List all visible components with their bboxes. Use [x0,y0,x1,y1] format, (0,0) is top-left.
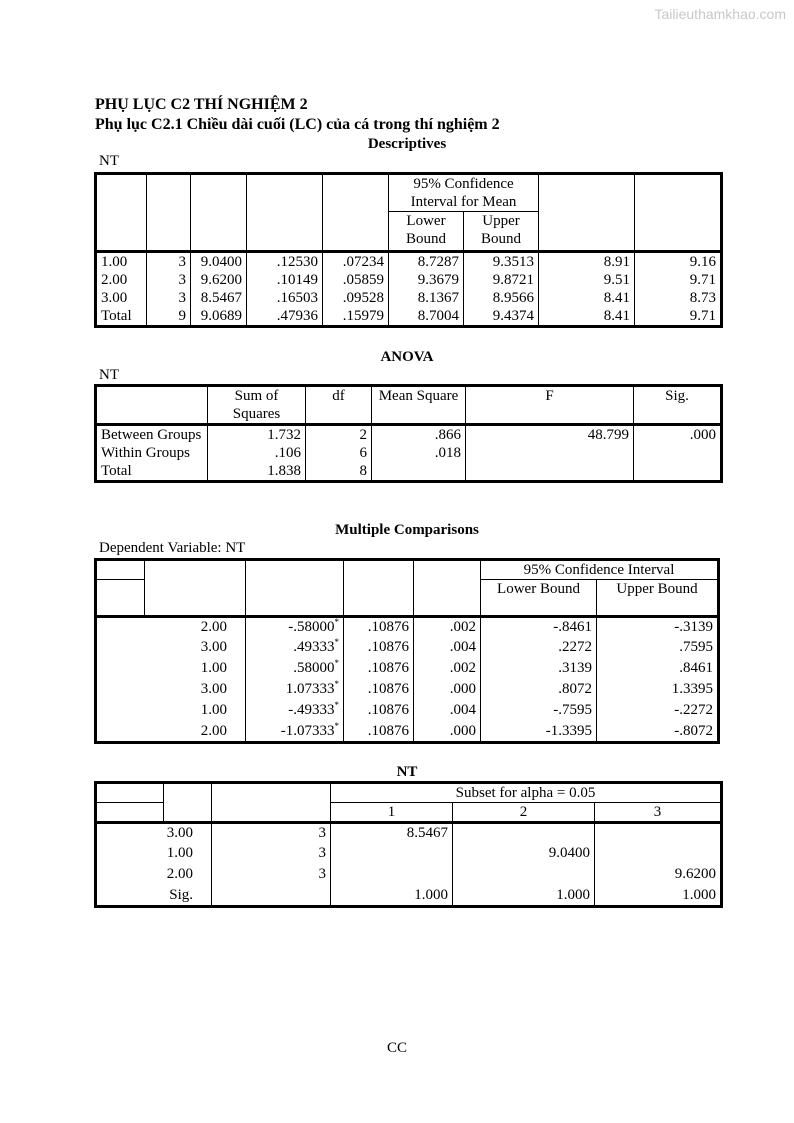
subset-3-header: 3 [595,803,722,823]
hs-cell [96,886,164,907]
descriptives-cell: 1.00 [96,252,147,272]
mc-cell: .10876 [344,680,414,701]
descriptives-header-cell [191,174,247,252]
mc-cell: .10876 [344,638,414,659]
mc-cell: .002 [414,659,481,680]
hs-cell: 1.000 [331,886,453,907]
descriptives-cell: .10149 [247,271,323,289]
mc-cell: .7595 [597,638,719,659]
descriptives-cell: 8.1367 [389,289,464,307]
hs-cell [595,823,722,844]
descriptives-cell: 8.7287 [389,252,464,272]
descriptives-cell: 8.91 [539,252,635,272]
hs-cell [595,844,722,865]
descriptives-header-cell [96,174,147,252]
anova-cell: .106 [208,444,306,462]
descriptives-cell: .09528 [323,289,389,307]
mc-mean-difference [246,617,344,638]
mc-cell: .8072 [481,680,597,701]
mc-value: 1.07333 [285,680,335,697]
descriptives-cell: 3.00 [96,289,147,307]
mc-comparison-group: 1.00 [145,659,246,680]
mc-value: .49333 [293,638,335,655]
homogeneous-subsets-title: NT [396,764,418,780]
anova-header-df: df [306,386,372,425]
hs-group-cell [164,823,212,844]
mc-comparison-group: 2.00 [145,617,246,638]
subset-1-header: 1 [331,803,453,823]
descriptives-cell: 2.00 [96,271,147,289]
anova-cell: .000 [634,425,722,445]
descriptives-cell: 9.71 [635,307,722,327]
mc-value: -.58000 [288,619,335,635]
subset-for-alpha-header: Subset for alpha = 0.05 [331,783,722,803]
anova-header-mean-square: Mean Square [372,386,466,425]
mc-cell: .004 [414,638,481,659]
anova-cell [372,462,466,482]
descriptives-cell: 9.71 [635,271,722,289]
descriptives-cell: 9 [147,307,191,327]
anova-cell: 1.838 [208,462,306,482]
mc-value: -1.07333 [280,722,335,739]
hs-cell: 3 [212,823,331,844]
mc-comparison-group: 3.00 [145,638,246,659]
descriptives-cell: .07234 [323,252,389,272]
hs-cell [96,844,164,865]
mc-cell: -.8072 [597,722,719,743]
mc-mean-difference [246,638,344,659]
multiple-comparisons-title: Multiple Comparisons [335,522,479,538]
anova-cell [634,444,722,462]
descriptives-cell: .12530 [247,252,323,272]
descriptives-cell: 9.4374 [464,307,539,327]
hs-cell: 3 [212,865,331,886]
descriptives-header-cell [147,174,191,252]
hs-header-cell [164,783,212,823]
mc-cell: 1.3395 [597,680,719,701]
mc-cell: -.7595 [481,701,597,722]
watermark: Tailieuthamkhao.com [654,6,786,22]
hs-cell: 9.6200 [595,865,722,886]
anova-header-cell [96,386,208,425]
anova-header-sum-of-squares: Sum of Squares [208,386,306,425]
anova-cell: 1.732 [208,425,306,445]
page-footer: CC [386,1040,407,1056]
descriptives-cell: 9.8721 [464,271,539,289]
mc-cell: .8461 [597,659,719,680]
descriptives-cell: 8.5467 [191,289,247,307]
anova-row-label: Between Groups [96,425,208,445]
hs-group-label: 2.00 [166,865,193,882]
appendix-subheading: Phụ lục C2.1 Chiều dài cuối (LC) của cá trong thí nghiệm 2 [95,116,500,133]
descriptives-cell: 9.6200 [191,271,247,289]
anova-header-f: F [466,386,634,425]
descriptives-cell: 9.3679 [389,271,464,289]
descriptives-cell: Total [96,307,147,327]
descriptives-cell: 3 [147,271,191,289]
significance-star: * [334,679,339,689]
anova-cell: .018 [372,444,466,462]
hs-header-cell [212,783,331,823]
significance-star: * [334,617,339,627]
hs-group-label: 1.00 [166,844,193,861]
upper-bound-header: Upper Bound [464,212,539,252]
anova-var-label: NT [99,367,119,383]
hs-cell: 3 [212,844,331,865]
hs-group-cell [164,886,212,907]
significance-star: * [334,721,339,731]
appendix-heading: PHỤ LỤC C2 THÍ NGHIỆM 2 [95,96,308,113]
descriptives-header-cell [323,174,389,252]
descriptives-cell: 9.0400 [191,252,247,272]
descriptives-cell: .05859 [323,271,389,289]
mc-cell: .004 [414,701,481,722]
anova-table [94,384,723,483]
hs-header-cell [96,783,164,803]
mc-cell: .3139 [481,659,597,680]
anova-cell: .866 [372,425,466,445]
hs-cell [96,823,164,844]
descriptives-cell: 8.41 [539,289,635,307]
ci-for-mean-header: 95% Confidence Interval for Mean [389,174,539,212]
hs-group-label: 3.00 [166,825,193,841]
hs-cell: 1.000 [453,886,595,907]
homogeneous-subsets-table [94,781,723,908]
mc-header-cell [96,580,145,617]
hs-group-cell [164,844,212,865]
anova-cell [634,462,722,482]
hs-cell [96,865,164,886]
descriptives-cell: .47936 [247,307,323,327]
descriptives-cell: 8.7004 [389,307,464,327]
mc-mean-difference [246,701,344,722]
mc-cell: .000 [414,722,481,743]
mc-cell: .002 [414,617,481,638]
anova-row-label: Within Groups [96,444,208,462]
hs-group-cell [164,865,212,886]
mc-cell [96,722,145,743]
mc-comparison-group: 3.00 [145,680,246,701]
hs-cell [453,865,595,886]
descriptives-cell: 9.0689 [191,307,247,327]
mc-cell: .2272 [481,638,597,659]
descriptives-cell: 3 [147,252,191,272]
mc-header-cell [96,560,145,580]
mc-header-cell [344,560,414,617]
descriptives-cell: .16503 [247,289,323,307]
descriptives-cell: 3 [147,289,191,307]
subset-2-header: 2 [453,803,595,823]
descriptives-cell: .15979 [323,307,389,327]
anova-cell: 8 [306,462,372,482]
descriptives-title: Descriptives [367,136,447,152]
descriptives-cell: 9.51 [539,271,635,289]
mc-header-cell [246,560,344,617]
dependent-variable-label: Dependent Variable: NT [99,540,246,556]
mc-mean-difference [246,680,344,701]
significance-star: * [334,658,339,668]
hs-cell [331,865,453,886]
anova-cell [466,444,634,462]
anova-cell: 6 [306,444,372,462]
mc-value: .58000 [293,659,335,676]
anova-title: ANOVA [380,349,434,365]
mc-cell: -1.3395 [481,722,597,743]
hs-cell [453,823,595,844]
hs-cell: 1.000 [595,886,722,907]
mc-cell [96,617,145,638]
significance-star: * [334,700,339,710]
hs-cell [212,886,331,907]
mc-comparison-group: 1.00 [145,701,246,722]
hs-cell: 9.0400 [453,844,595,865]
anova-header-sig: Sig. [634,386,722,425]
mc-cell [96,659,145,680]
descriptives-cell: 9.3513 [464,252,539,272]
mc-cell: .10876 [344,617,414,638]
descriptives-cell: 8.9566 [464,289,539,307]
descriptives-header-cell [539,174,635,252]
descriptives-table [94,172,723,328]
mc-mean-difference [246,659,344,680]
anova-cell: 2 [306,425,372,445]
mc-cell: .10876 [344,659,414,680]
mc-value: -.49333 [288,701,335,718]
mc-header-cell [414,560,481,617]
mc-comparison-group: 2.00 [145,722,246,743]
mc-cell [96,638,145,659]
mc-mean-difference [246,722,344,743]
multiple-comparisons-table [94,558,720,744]
mc-header-cell [145,560,246,617]
mc-cell: -.3139 [597,617,719,638]
mc-upper-bound-header: Upper Bound [597,580,719,617]
lower-bound-header: Lower Bound [389,212,464,252]
anova-cell [466,462,634,482]
descriptives-cell: 8.73 [635,289,722,307]
anova-cell: 48.799 [466,425,634,445]
mc-cell: -.8461 [481,617,597,638]
descriptives-var-label: NT [99,153,119,169]
mc-cell: .000 [414,680,481,701]
descriptives-cell: 8.41 [539,307,635,327]
anova-row-label: Total [96,462,208,482]
mc-lower-bound-header: Lower Bound [481,580,597,617]
hs-cell: 8.5467 [331,823,453,844]
mc-cell: .10876 [344,701,414,722]
hs-sig-label: Sig. [169,886,193,903]
descriptives-header-cell [635,174,722,252]
mc-ci-header: 95% Confidence Interval [481,560,719,580]
significance-star: * [334,637,339,647]
mc-cell: .10876 [344,722,414,743]
descriptives-header-cell [247,174,323,252]
descriptives-cell: 9.16 [635,252,722,272]
mc-cell: -.2272 [597,701,719,722]
hs-header-cell [96,803,164,823]
hs-cell [331,844,453,865]
mc-cell [96,701,145,722]
mc-cell [96,680,145,701]
